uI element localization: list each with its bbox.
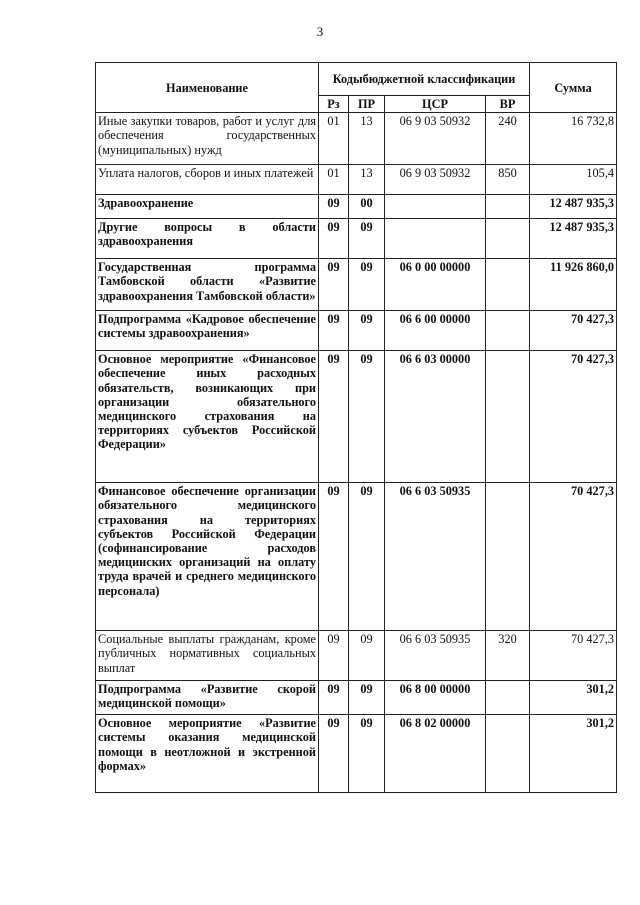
table-body xyxy=(96,113,617,793)
row-sum: 70 427,3 xyxy=(530,631,617,681)
header-codes: Кодыбюджетной классификации xyxy=(319,63,530,96)
table-row xyxy=(96,681,617,715)
row-sum: 105,4 xyxy=(530,165,617,195)
header-pr: ПР xyxy=(349,96,385,113)
row-name: Уплата налогов, сборов и иных платежей xyxy=(96,165,319,195)
row-name: Основное мероприятие «Финансовое обеспечение иных расходных обязательств, возникающих при организации обязательного медицинского страхования на территориях субъектов Российской Федерации» xyxy=(96,351,319,483)
row-name: Финансовое обеспечение организации обязательного медицинского страхования на территориях субъектов Российской Федерации (софинансирование расходов медицинских организаций на оплату труда врачей и среднего медицинского персонала) xyxy=(96,483,319,631)
header-vr: ВР xyxy=(486,96,530,113)
row-csr: 06 6 03 00000 xyxy=(385,351,486,483)
row-rz: 09 xyxy=(319,631,349,681)
row-sum: 12 487 935,3 xyxy=(530,195,617,219)
header-sum: Сумма xyxy=(530,63,617,113)
row-vr xyxy=(486,219,530,259)
row-csr: 06 9 03 50932 xyxy=(385,165,486,195)
row-name: Здравоохранение xyxy=(96,195,319,219)
page-number: 3 xyxy=(316,24,324,39)
row-rz: 09 xyxy=(319,681,349,715)
row-vr xyxy=(486,351,530,483)
row-name: Государственная программа Тамбовской области «Развитие здравоохранения Тамбовской области» xyxy=(96,259,319,311)
row-pr: 09 xyxy=(349,483,385,631)
row-vr xyxy=(486,195,530,219)
row-csr: 06 8 02 00000 xyxy=(385,715,486,793)
row-sum: 70 427,3 xyxy=(530,311,617,351)
row-pr: 09 xyxy=(349,311,385,351)
table-row xyxy=(96,259,617,311)
table-row xyxy=(96,311,617,351)
row-pr: 13 xyxy=(349,165,385,195)
row-pr: 13 xyxy=(349,113,385,165)
row-pr: 00 xyxy=(349,195,385,219)
row-vr: 850 xyxy=(486,165,530,195)
row-rz: 09 xyxy=(319,219,349,259)
row-vr xyxy=(486,483,530,631)
row-sum: 12 487 935,3 xyxy=(530,219,617,259)
row-csr: 06 9 03 50932 xyxy=(385,113,486,165)
row-sum: 16 732,8 xyxy=(530,113,617,165)
table-row xyxy=(96,631,617,681)
table-row xyxy=(96,715,617,793)
row-name: Подпрограмма «Кадровое обеспечение системы здравоохранения» xyxy=(96,311,319,351)
budget-table xyxy=(95,62,617,793)
row-name: Основное мероприятие «Развитие системы оказания медицинской помощи в неотложной и экстренной формах» xyxy=(96,715,319,793)
table-header xyxy=(96,63,617,113)
row-vr: 320 xyxy=(486,631,530,681)
table-row xyxy=(96,219,617,259)
row-sum: 301,2 xyxy=(530,715,617,793)
table-row xyxy=(96,113,617,165)
header-rz: Рз xyxy=(319,96,349,113)
row-name: Иные закупки товаров, работ и услуг для обеспечения государственных (муниципальных) нужд xyxy=(96,113,319,165)
table-row xyxy=(96,483,617,631)
header-name: Наименование xyxy=(96,63,319,113)
row-csr: 06 6 03 50935 xyxy=(385,483,486,631)
row-csr xyxy=(385,195,486,219)
row-csr: 06 6 00 00000 xyxy=(385,311,486,351)
row-rz: 09 xyxy=(319,483,349,631)
row-rz: 09 xyxy=(319,259,349,311)
row-pr: 09 xyxy=(349,681,385,715)
row-pr: 09 xyxy=(349,631,385,681)
row-pr: 09 xyxy=(349,219,385,259)
row-csr xyxy=(385,219,486,259)
row-pr: 09 xyxy=(349,351,385,483)
row-pr: 09 xyxy=(349,259,385,311)
row-rz: 09 xyxy=(319,351,349,483)
row-pr: 09 xyxy=(349,715,385,793)
table-row xyxy=(96,165,617,195)
row-sum: 301,2 xyxy=(530,681,617,715)
row-sum: 11 926 860,0 xyxy=(530,259,617,311)
row-name: Подпрограмма «Развитие скорой медицинской помощи» xyxy=(96,681,319,715)
row-rz: 09 xyxy=(319,715,349,793)
row-name: Социальные выплаты гражданам, кроме публичных нормативных социальных выплат xyxy=(96,631,319,681)
row-csr: 06 0 00 00000 xyxy=(385,259,486,311)
row-name: Другие вопросы в области здравоохранения xyxy=(96,219,319,259)
row-vr xyxy=(486,311,530,351)
row-rz: 01 xyxy=(319,165,349,195)
table-row xyxy=(96,351,617,483)
table-row xyxy=(96,195,617,219)
row-rz: 09 xyxy=(319,311,349,351)
row-rz: 09 xyxy=(319,195,349,219)
row-vr xyxy=(486,259,530,311)
row-vr xyxy=(486,715,530,793)
row-sum: 70 427,3 xyxy=(530,351,617,483)
row-csr: 06 6 03 50935 xyxy=(385,631,486,681)
row-csr: 06 8 00 00000 xyxy=(385,681,486,715)
row-vr: 240 xyxy=(486,113,530,165)
header-csr: ЦСР xyxy=(385,96,486,113)
row-rz: 01 xyxy=(319,113,349,165)
row-vr xyxy=(486,681,530,715)
row-sum: 70 427,3 xyxy=(530,483,617,631)
